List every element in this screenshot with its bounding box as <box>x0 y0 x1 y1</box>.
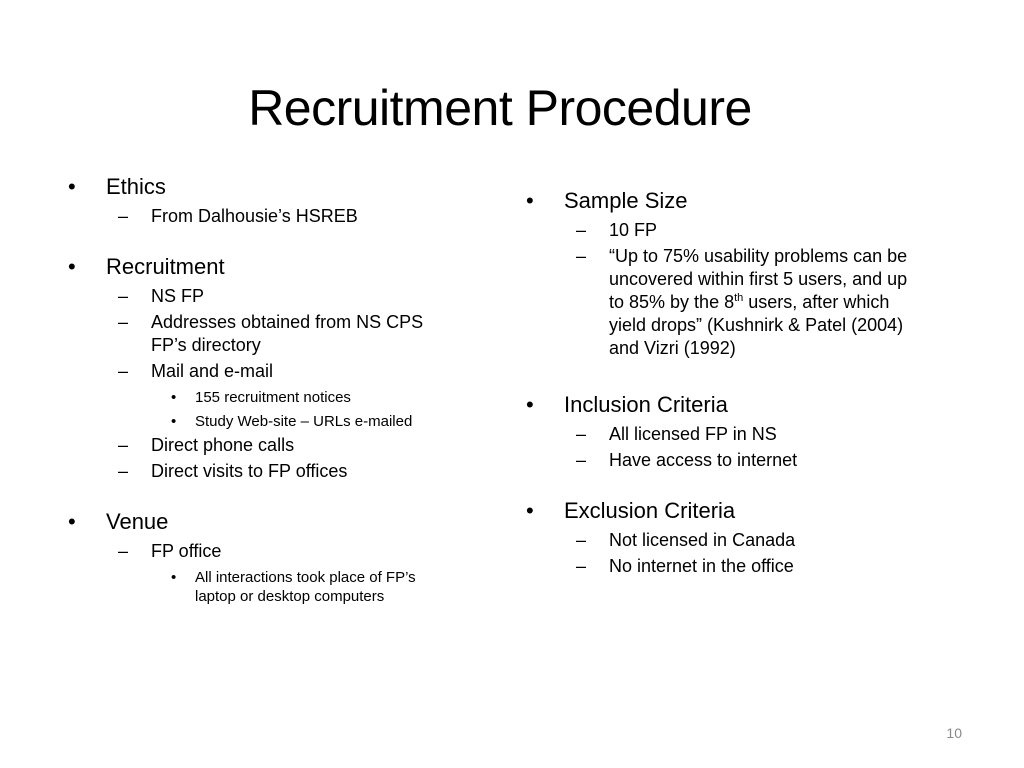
inclusion-item-text: Have access to internet <box>609 450 798 470</box>
slide-title: Recruitment Procedure <box>248 80 752 136</box>
sample-size-item <box>524 219 944 242</box>
recruitment-item-text: NS FP <box>151 286 205 306</box>
venue-heading: Venue <box>106 509 169 534</box>
exclusion-item <box>524 555 944 578</box>
office-subitem-text: All interactions took place of FP’s laptop or desktop computers <box>195 569 416 605</box>
bullet-glyph: • <box>526 392 534 417</box>
sample-size-heading: Sample Size <box>564 188 688 213</box>
recruitment-item-text: Mail and e-mail <box>151 361 274 381</box>
quote-text-part-2: users, after which yield drops” (Kushnirk & Patel (2004) and Vizri (1992) <box>609 292 904 358</box>
inclusion-item <box>524 423 944 446</box>
inclusion-section <box>524 390 944 472</box>
bullet-glyph: • <box>171 413 177 430</box>
bullet-venue <box>66 507 486 537</box>
exclusion-item-text: No internet in the office <box>609 556 794 576</box>
quote-text-part-1: “Up to 75% usability problems can be uncovered within first 5 users, and up to 85% by the 8 <box>609 246 908 312</box>
recruitment-section <box>66 252 486 483</box>
exclusion-heading: Exclusion Criteria <box>564 498 736 523</box>
exclusion-item <box>524 529 944 552</box>
mail-subitem-text: 155 recruitment notices <box>195 389 351 406</box>
ethics-section <box>66 172 486 228</box>
bullet-recruitment <box>66 252 486 282</box>
bullet-ethics <box>66 172 486 202</box>
mail-subitem <box>66 412 486 431</box>
dash-glyph: – <box>576 530 587 550</box>
quote-superscript: th <box>734 292 744 304</box>
inclusion-item <box>524 449 944 472</box>
inclusion-item-text: All licensed FP in NS <box>609 424 777 444</box>
ethics-item <box>66 205 486 228</box>
dash-glyph: – <box>576 246 587 266</box>
bullet-sample-size <box>524 186 944 216</box>
bullet-glyph: • <box>68 174 76 199</box>
dash-glyph: – <box>576 424 587 444</box>
bullet-glyph: • <box>68 254 76 279</box>
sample-size-item-text: 10 FP <box>609 220 658 240</box>
dash-glyph: – <box>118 286 129 306</box>
venue-item <box>66 540 486 563</box>
bullet-inclusion <box>524 390 944 420</box>
sample-size-section <box>524 186 944 360</box>
right-column <box>524 186 944 578</box>
recruitment-item <box>66 285 486 308</box>
ethics-item-text: From Dalhousie’s HSREB <box>151 206 358 226</box>
recruitment-item <box>66 311 451 357</box>
recruitment-heading: Recruitment <box>106 254 225 279</box>
inclusion-heading: Inclusion Criteria <box>564 392 728 417</box>
recruitment-item-text: Direct visits to FP offices <box>151 461 348 481</box>
dash-glyph: – <box>118 312 129 332</box>
dash-glyph: – <box>118 361 129 381</box>
bullet-glyph: • <box>526 188 534 213</box>
bullet-glyph: • <box>171 389 177 406</box>
recruitment-item-text: Addresses obtained from NS CPS FP’s directory <box>151 312 424 355</box>
recruitment-item <box>66 460 486 483</box>
dash-glyph: – <box>118 206 129 226</box>
dash-glyph: – <box>576 450 587 470</box>
venue-section <box>66 507 486 606</box>
exclusion-item-text: Not licensed in Canada <box>609 530 796 550</box>
bullet-glyph: • <box>526 498 534 523</box>
dash-glyph: – <box>118 541 129 561</box>
bullet-glyph: • <box>68 509 76 534</box>
mail-subitem-text: Study Web-site – URLs e-mailed <box>195 413 413 430</box>
recruitment-item-text: Direct phone calls <box>151 435 295 455</box>
office-subitem <box>66 568 445 606</box>
dash-glyph: – <box>576 220 587 240</box>
exclusion-section <box>524 496 944 578</box>
dash-glyph: – <box>118 435 129 455</box>
recruitment-item <box>66 434 486 457</box>
page-number: 10 <box>946 725 962 741</box>
mail-subitem <box>66 388 486 407</box>
bullet-glyph: • <box>171 569 177 586</box>
dash-glyph: – <box>118 461 129 481</box>
venue-item-text: FP office <box>151 541 222 561</box>
left-column <box>66 172 486 606</box>
bullet-exclusion <box>524 496 944 526</box>
recruitment-item <box>66 360 486 383</box>
sample-size-quote <box>524 245 919 360</box>
dash-glyph: – <box>576 556 587 576</box>
ethics-heading: Ethics <box>106 174 166 199</box>
